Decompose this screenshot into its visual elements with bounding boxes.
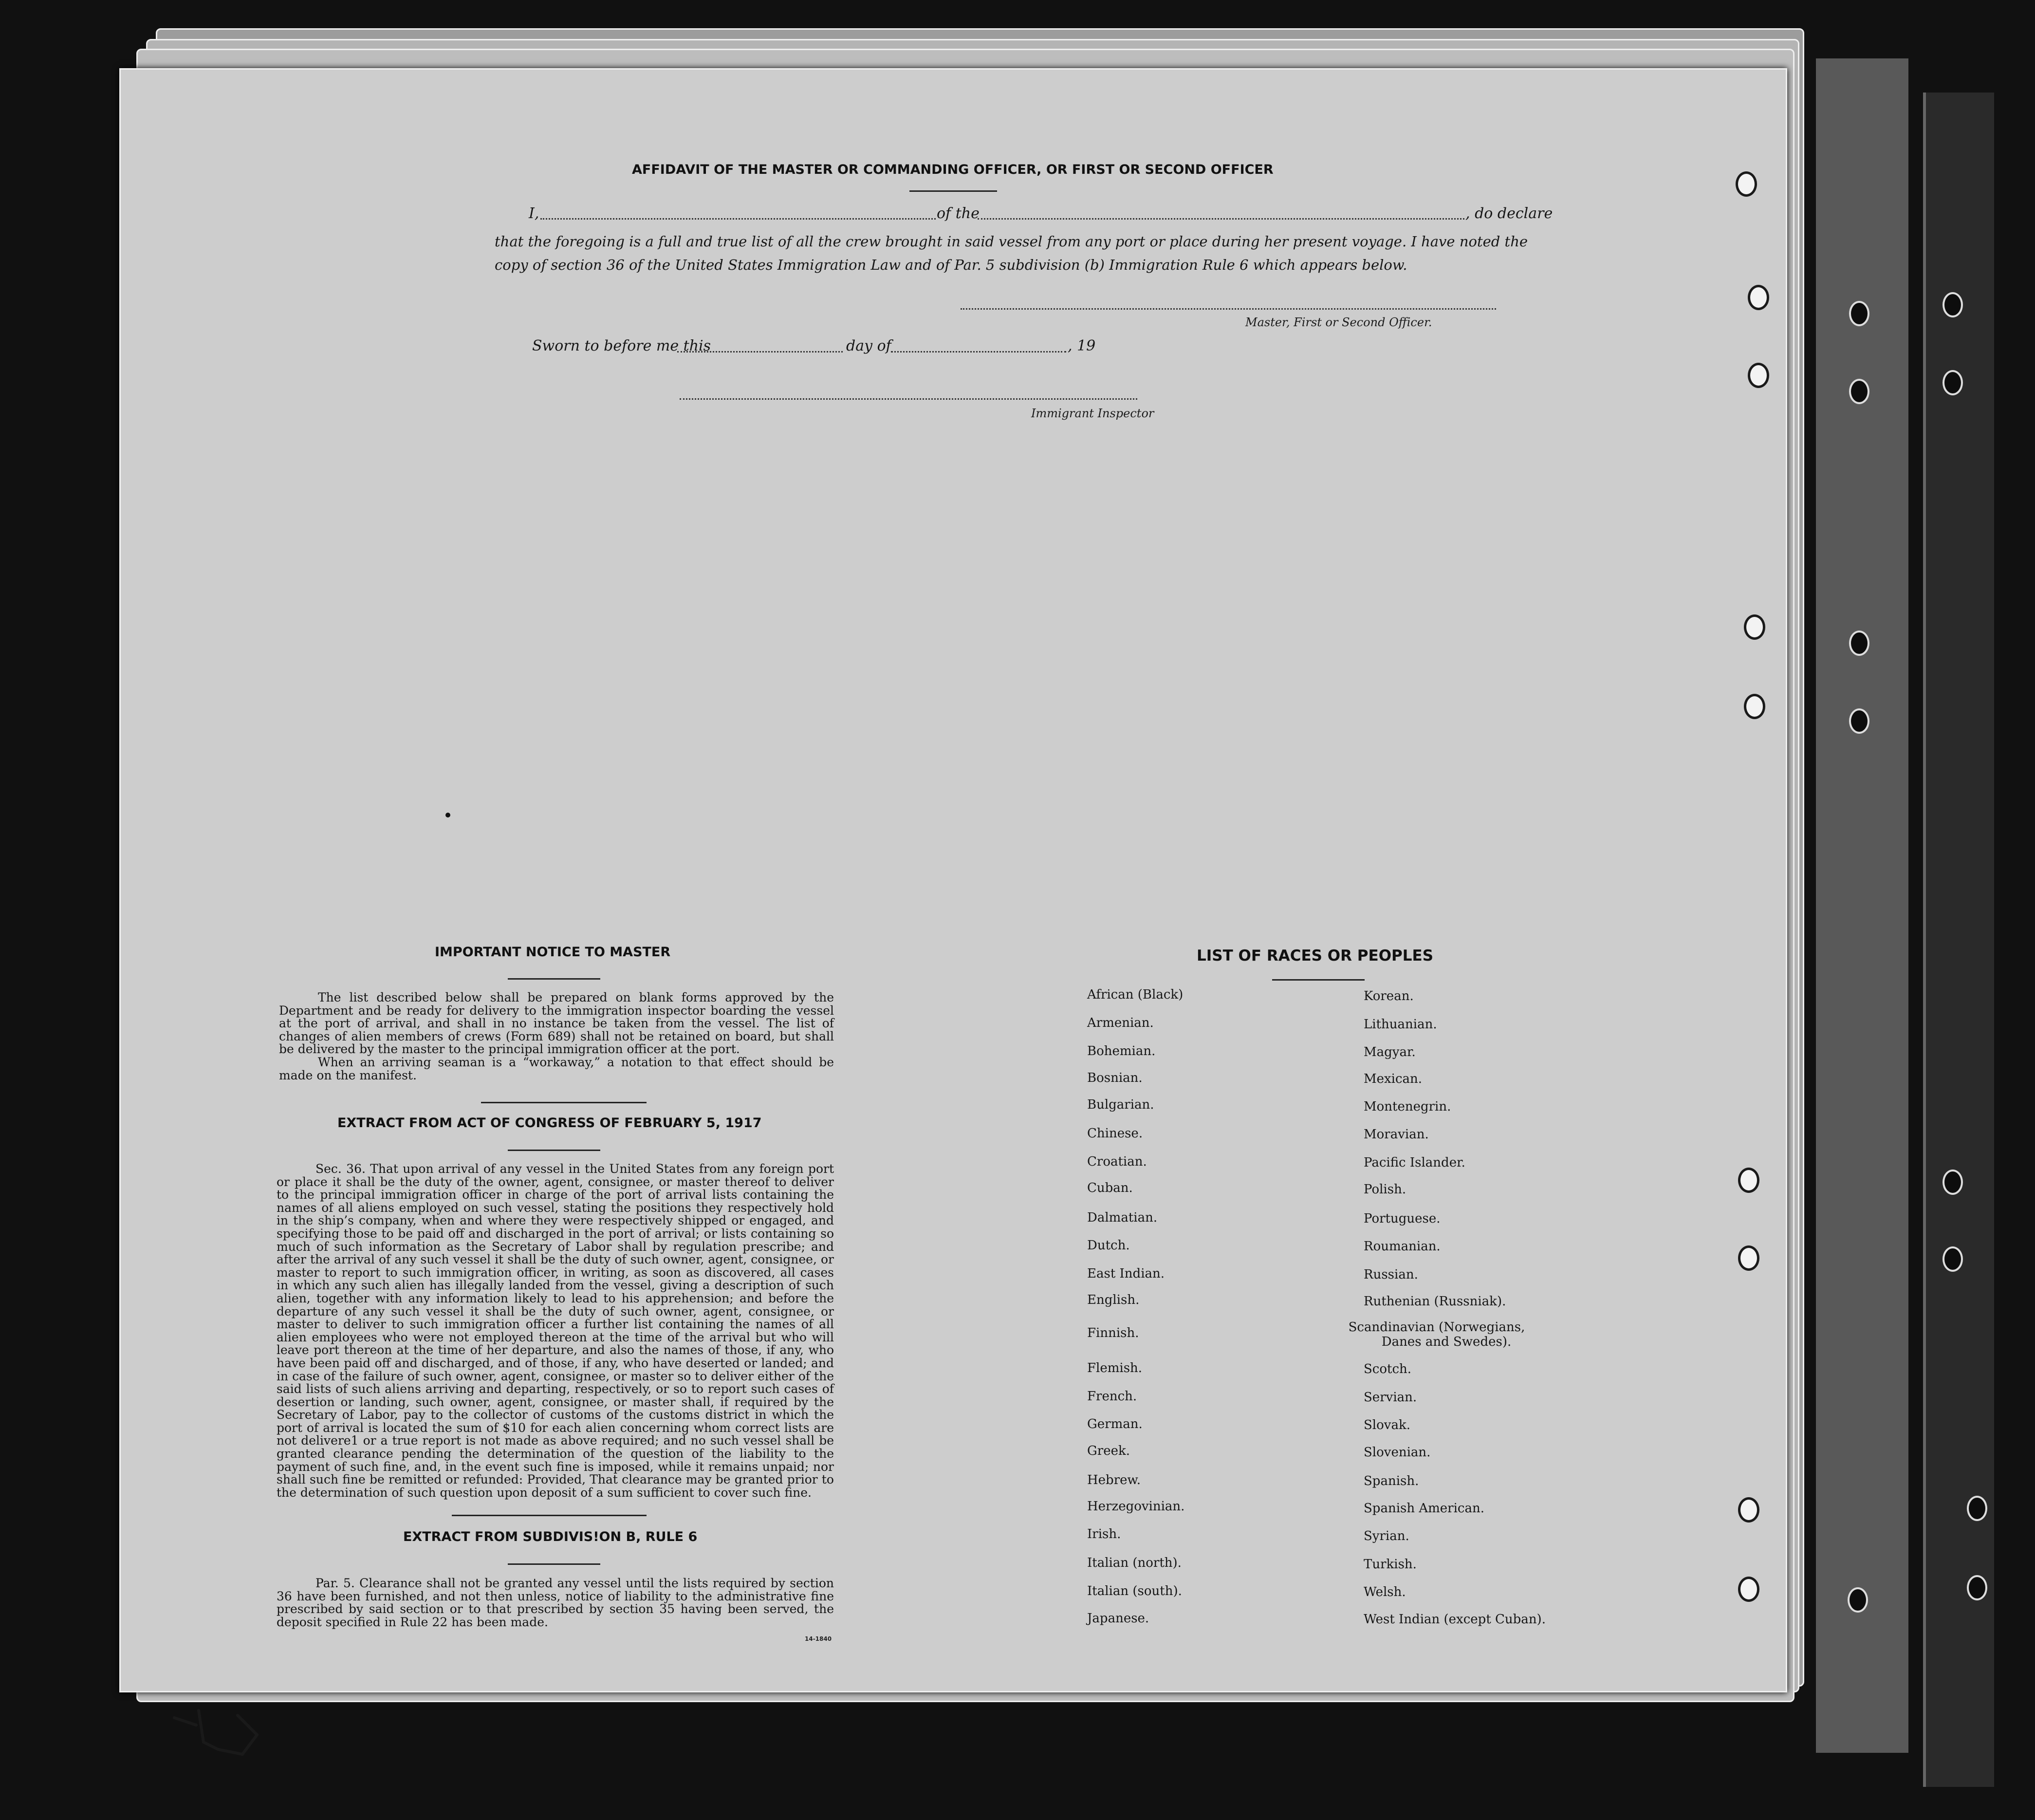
binder-hole <box>1942 1246 1963 1272</box>
punch-hole <box>1744 694 1765 719</box>
binder-hole <box>1942 292 1963 317</box>
race-item: Slovak. <box>1364 1418 1410 1432</box>
rule-title-rule <box>508 1563 600 1565</box>
binder-hole <box>1849 301 1869 326</box>
affidavit-of-the: of the <box>937 205 980 222</box>
notice-paragraph-1: The list described below shall be prepared on blank forms approved by the Department and be ready for delivery to the immigration inspector boarding the vessel at the port of arrival, and shall in no instance be taken from the vessel. The list of changes of alien members of crews (Form 689) shall not be retained on board, but shall be delivered by the master to the principal immigration officer at the port. <box>279 990 834 1057</box>
binder-hole <box>1967 1575 1987 1600</box>
race-item: English. <box>1087 1293 1140 1307</box>
race-item: Dutch. <box>1087 1238 1130 1253</box>
binder-hole <box>1849 631 1869 656</box>
race-item: Chinese. <box>1087 1126 1143 1141</box>
race-item: Portuguese. <box>1364 1211 1441 1226</box>
rule-title: EXTRACT FROM SUBDIVIS!ON B, RULE 6 <box>403 1529 698 1544</box>
race-item: Korean. <box>1364 989 1414 1003</box>
sworn-day-of: day of <box>846 337 891 354</box>
punch-hole <box>1744 614 1765 640</box>
race-item: Bohemian. <box>1087 1044 1156 1059</box>
race-item: Mexican. <box>1364 1072 1423 1086</box>
inspector-label: Immigrant Inspector <box>1031 407 1154 420</box>
race-item: Japanese. <box>1087 1611 1149 1626</box>
race-item: Armenian. <box>1087 1016 1154 1030</box>
sworn-day-line <box>677 351 843 353</box>
race-item: Finnish. <box>1087 1326 1139 1340</box>
race-item: Slovenian. <box>1364 1445 1431 1460</box>
race-item: French. <box>1087 1389 1137 1404</box>
race-item: Bosnian. <box>1087 1071 1143 1085</box>
race-item: Pacific Islander. <box>1364 1155 1465 1170</box>
binder-hole <box>1849 708 1869 734</box>
affidavit-title-rule <box>909 190 997 192</box>
rule-par-5: Par. 5. Clearance shall not be granted any vessel until the lists required by section 36 have been furnished, and not then unless, notice of liability to the administrative fine prescribed by said section or to that prescribed by section 35 having been served, the deposit specified in Rule 22 has been made. <box>277 1576 834 1629</box>
race-item: Syrian. <box>1364 1529 1409 1543</box>
punch-hole <box>1738 1245 1759 1271</box>
race-item: Roumanian. <box>1364 1239 1441 1254</box>
master-signature-line <box>961 308 1496 310</box>
punch-hole <box>1738 1168 1759 1193</box>
binder-hole <box>1848 1587 1868 1613</box>
act-title: EXTRACT FROM ACT OF CONGRESS OF FEBRUARY 5, 1917 <box>337 1115 762 1131</box>
notice-text <box>279 991 834 1082</box>
race-item: Servian. <box>1364 1390 1417 1405</box>
punch-hole <box>1748 285 1769 310</box>
affidavit-line-2: that the foregoing is a full and true list of all the crew brought in said vessel from any port or place during her present voyage. I have noted the <box>495 233 1528 250</box>
race-item: Russian. <box>1364 1267 1418 1282</box>
act-divider-rule <box>481 1102 647 1103</box>
race-item: Scandinavian (Norwegians, Danes and Swedes). <box>1348 1320 1525 1349</box>
master-signature-label: Master, First or Second Officer. <box>1245 316 1432 329</box>
race-item: Herzegovinian. <box>1087 1499 1185 1514</box>
notice-title-rule <box>508 978 600 980</box>
race-item: Polish. <box>1364 1182 1406 1197</box>
act-text <box>277 1163 834 1499</box>
race-item: Spanish. <box>1364 1474 1419 1488</box>
affidavit-declare: , do declare <box>1465 205 1553 222</box>
race-item: Croatian. <box>1087 1154 1147 1169</box>
race-item: Italian (north). <box>1087 1556 1182 1570</box>
act-title-rule <box>508 1150 600 1151</box>
binder-hole <box>1942 370 1963 395</box>
rule-divider-rule <box>452 1515 647 1516</box>
race-item: African (Black) <box>1087 987 1184 1002</box>
race-item: Cuban. <box>1087 1181 1133 1195</box>
inspector-signature-line <box>680 398 1137 400</box>
race-item: Bulgarian. <box>1087 1097 1154 1112</box>
sworn-month-line <box>891 351 1066 353</box>
sworn-year: , 19 <box>1068 337 1096 354</box>
affidavit-vessel-line <box>978 218 1464 220</box>
race-item: Lithuanian. <box>1364 1017 1437 1032</box>
affidavit-name-line <box>540 218 936 220</box>
binder-hole <box>1942 1170 1963 1195</box>
rule-text <box>277 1577 834 1629</box>
punch-hole <box>1738 1497 1759 1523</box>
punch-hole <box>1736 171 1757 197</box>
form-number: 14-1840 <box>805 1635 832 1642</box>
act-section-36: Sec. 36. That upon arrival of any vessel in the United States from any foreign port or place it shall be the duty of the owner, agent, consignee, or master thereof to deliver to the principal immigration officer in charge of the port of arrival lists containing the names of all aliens employed on such vessel, stating the positions they respectively hold in the ship’s company, when and where they were respectively shipped or engaged, and specifying those to be paid off and discharged in the port of arrival; or lists containing so much of such information as the Secretary of Labor shall by regulation prescribe; and after the arrival of any such vessel it shall be the duty of such owner, agent, consignee, or master to report to such immigration officer, in writing, as soon as discovered, all cases in which any such alien has illegally landed from the vessel, giving a description of such alien, together with any information likely to lead to his apprehension; and before the departure of any such vessel it shall be the duty of such owner, agent, consignee, or master to deliver to such immigration officer a further list containing the names of all alien employees who were not employed thereon at the time of the arrival but who will leave port thereon at the time of her departure, and also the names of those, if any, who have been paid off and discharged, and of those, if any, who have deserted or landed; and in case of the failure of such owner, agent, consignee, or master so to deliver either of the said lists of such aliens arriving and departing, respectively, or so to report such cases of desertion or landing, such owner, agent, consignee, or master shall, if required by the Secretary of Labor, pay to the collector of customs of the customs district in which the port of arrival is located the sum of $10 for each alien concerning whom correct lists are not delivere1 or a true report is not made as above required; and no such vessel shall be granted clearance pending the determination of the question of the liability to the payment of such fine, and, in the event such fine is imposed, while it remains unpaid; nor shall such fine be remitted or refunded: Provided, That clearance may be granted prior to the determination of such question upon deposit of a sum sufficient to cover such fine. <box>277 1162 834 1500</box>
affidavit-line-3: copy of section 36 of the United States Immigration Law and of Par. 5 subdivision (b) Immigration Rule 6 which appears below. <box>495 257 1407 273</box>
pencil-mark <box>169 1696 267 1759</box>
race-item: Magyar. <box>1364 1045 1416 1059</box>
race-item: Italian (south). <box>1087 1584 1182 1598</box>
race-item: Ruthenian (Russniak). <box>1364 1294 1506 1309</box>
race-item: Welsh. <box>1364 1585 1406 1599</box>
affidavit-i: I, <box>529 205 539 222</box>
race-item: Scotch. <box>1364 1362 1412 1376</box>
race-item: East Indian. <box>1087 1266 1165 1281</box>
manifest-page <box>119 68 1787 1692</box>
notice-title: IMPORTANT NOTICE TO MASTER <box>435 945 671 960</box>
race-item: Irish. <box>1087 1527 1121 1541</box>
stray-dot <box>445 813 450 817</box>
notice-paragraph-2: When an arriving seaman is a “workaway,” a notation to that effect should be made on the manifest. <box>279 1055 834 1082</box>
race-item: Montenegrin. <box>1364 1099 1451 1114</box>
race-item: Greek. <box>1087 1444 1130 1458</box>
races-title: LIST OF RACES OR PEOPLES <box>1197 947 1434 965</box>
race-item: Hebrew. <box>1087 1473 1141 1487</box>
race-item: Spanish American. <box>1364 1501 1485 1516</box>
race-item: Turkish. <box>1364 1557 1417 1572</box>
race-item: West Indian (except Cuban). <box>1364 1612 1546 1627</box>
binder-edge <box>1923 93 1994 1787</box>
binder-hole <box>1849 379 1869 404</box>
sworn-text: Sworn to before me this <box>532 337 711 354</box>
race-item: Dalmatian. <box>1087 1210 1158 1225</box>
affidavit-title: AFFIDAVIT OF THE MASTER OR COMMANDING OFFICER, OR FIRST OR SECOND OFFICER <box>632 162 1274 177</box>
race-item: Moravian. <box>1364 1127 1429 1142</box>
race-item: German. <box>1087 1417 1143 1431</box>
races-title-rule <box>1272 979 1365 981</box>
binder-hole <box>1967 1496 1987 1521</box>
punch-hole <box>1738 1577 1759 1602</box>
race-item: Flemish. <box>1087 1361 1143 1375</box>
punch-hole <box>1748 363 1769 388</box>
